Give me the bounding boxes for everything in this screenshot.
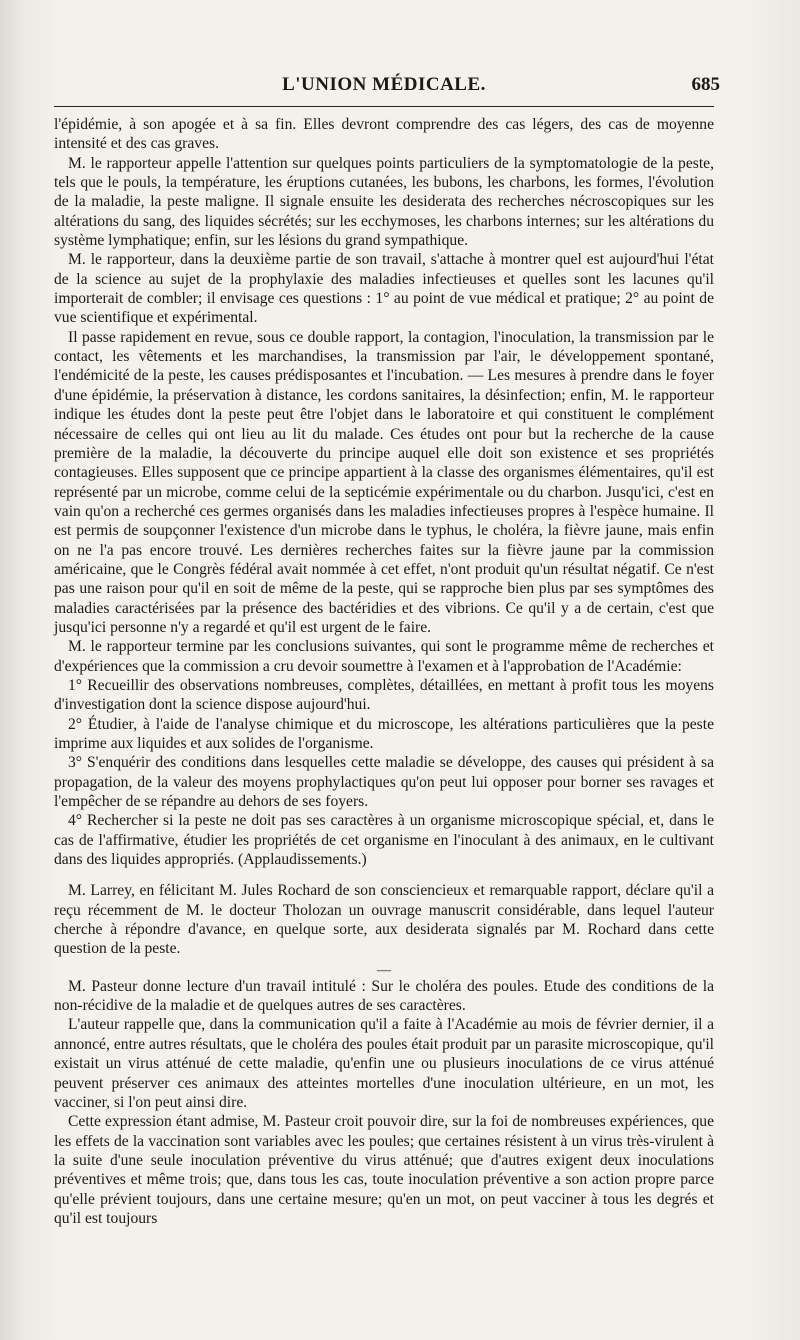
- page-header: [54, 70, 720, 106]
- conclusion-item: 4° Rechercher si la peste ne doit pas ses caractères à un organisme microscopique spécial, et, dans le cas de l'affirmative, étudier les propriétés de cet organisme en l'inoculant à des animaux, en le cultivant dans des liquides appropriés. (Applaudissements.): [54, 812, 714, 869]
- paragraph: M. le rapporteur appelle l'attention sur quelques points particuliers de la symptomatologie de la peste, tels que le pouls, la température, les éruptions cutanées, les bubons, les charbons, les formes, l'évolution de la maladie, la peste maligne. Il signale ensuite les desiderata des recherches nécroscopiques sur les altérations du sang, des liquides sécrétés; sur les ecchymoses, les charbons internes; sur les altérations du système lymphatique; enfin, sur les lésions du grand sympathique.: [54, 154, 714, 250]
- paragraph-gap: [54, 869, 714, 881]
- paragraph: M. Pasteur donne lecture d'un travail intitulé : Sur le choléra des poules. Etude des conditions de la non-récidive de la maladie et de quelques autres de ses caractères.: [54, 977, 714, 1015]
- header-rule: [54, 106, 714, 107]
- paragraph: Cette expression étant admise, M. Pasteur croit pouvoir dire, sur la foi de nombreuses expériences, que les effets de la vaccination sont variables avec les poules; que certaines résistent à un virus très-virulent à la suite d'une seule inoculation préventive du virus atténué; que d'autres exigent deux inoculations préventives et même trois; que, dans tous les cas, toute inoculation préventive a son action propre parce qu'elle prévient toujours, dans une certaine mesure; qu'en un mot, on peut vacciner à tous les degrés et qu'il est toujours: [54, 1113, 714, 1227]
- conclusion-item: 2° Étudier, à l'aide de l'analyse chimique et du microscope, les altérations particulières que la peste imprime aux liquides et aux solides de l'organisme.: [54, 715, 714, 752]
- paragraph: Il passe rapidement en revue, sous ce double rapport, la contagion, l'inoculation, la transmission par le contact, les vêtements et les marchandises, la transmission par l'air, le développement spontané, l'endémicité de la peste, les causes prédisposantes et l'incubation. — Les mesures à prendre dans le foyer d'une épidémie, la préservation à distance, les cordons sanitaires, la désinfection; enfin, M. le rapporteur indique les études dont la peste peut être l'objet dans le laboratoire et qui constituent le complément nécessaire de celles qui ont lieu au lit du malade. Ces études ont pour but la recherche de la cause première de la maladie, la découverte du principe auquel elle doit son existence et ses propriétés contagieuses. Elles supposent que ce principe appartient à la classe des organismes élémentaires, qu'il est représenté par un microbe, comme celui de la septicémie expérimentale ou du charbon. Jusqu'ici, c'est en vain qu'on a recherché ces germes organisés dans les maladies infectieuses propres à l'espèce humaine. Il est permis de soupçonner l'existence d'un microbe dans le typhus, le choléra, la fièvre jaune, mais enfin on ne l'a pas encore trouvé. Les dernières recherches faites sur la fièvre jaune par la commission américaine, que le Congrès fédéral avait nommée à cet effet, n'ont produit qu'un résultat négatif. Ce n'est pas une raison pour qu'il en soit de même de la peste, qui se rapproche bien plus par ses symptômes des maladies caractérisées par la présence des bactéridies et des vibrions. Ce qu'il y a de certain, c'est que jusqu'ici personne n'y a regardé et qu'il est urgent de le faire.: [54, 328, 714, 636]
- journal-title: L'UNION MÉDICALE.: [282, 74, 486, 95]
- paragraph: l'épidémie, à son apogée et à sa fin. Elles devront comprendre des cas légers, des cas de moyenne intensité et des cas graves.: [54, 116, 714, 153]
- conclusion-item: 1° Recueillir des observations nombreuses, complètes, détaillées, en mettant à profit tous les moyens d'investigation dont la science dispose aujourd'hui.: [54, 676, 714, 714]
- paragraph: L'auteur rappelle que, dans la communication qu'il a faite à l'Académie au mois de février dernier, il a annoncé, entre autres résultats, que le choléra des poules était produit par un parasite microscopique, qu'il existait un virus atténué de cette maladie, qu'enfin une ou plusieurs inoculations de ce virus atténué peuvent préserver ces animaux des atteintes mortelles d'une inoculation ultérieure, en un mot, les vacciner, si l'on peut ainsi dire.: [54, 1016, 714, 1111]
- page-number: 685: [691, 74, 720, 95]
- paragraph: M. Larrey, en félicitant M. Jules Rochard de son consciencieux et remarquable rapport, déclare qu'il a reçu récemment de M. le docteur Tholozan un ouvrage manuscrit considérable, dans lequel l'auteur cherche à répondre d'avance, en quelque sorte, aux desiderata signalés par M. Rochard dans cette question de la peste.: [54, 882, 714, 958]
- paragraph: M. le rapporteur termine par les conclusions suivantes, qui sont le programme même de recherches et d'expériences que la commission a cru devoir soumettre à l'examen et à l'approbation de l'Académie:: [54, 638, 714, 675]
- article-body: [54, 115, 714, 1228]
- paragraph: M. le rapporteur, dans la deuxième partie de son travail, s'attache à montrer quel est aujourd'hui l'état de la science au sujet de la prophylaxie des maladies infectieuses et quelles sont les lacunes qu'il importerait de combler; il envisage ces questions : 1° au point de vue médical et pratique; 2° au point de vue scientifique et expérimental.: [54, 251, 714, 327]
- section-separator: —: [377, 962, 391, 978]
- conclusion-item: 3° S'enquérir des conditions dans lesquelles cette maladie se développe, des causes qui président à sa propagation, de la valeur des moyens prophylactiques qu'on peut lui opposer pour borner ses ravages et l'empêcher de se répandre au dehors de ses foyers.: [54, 754, 714, 811]
